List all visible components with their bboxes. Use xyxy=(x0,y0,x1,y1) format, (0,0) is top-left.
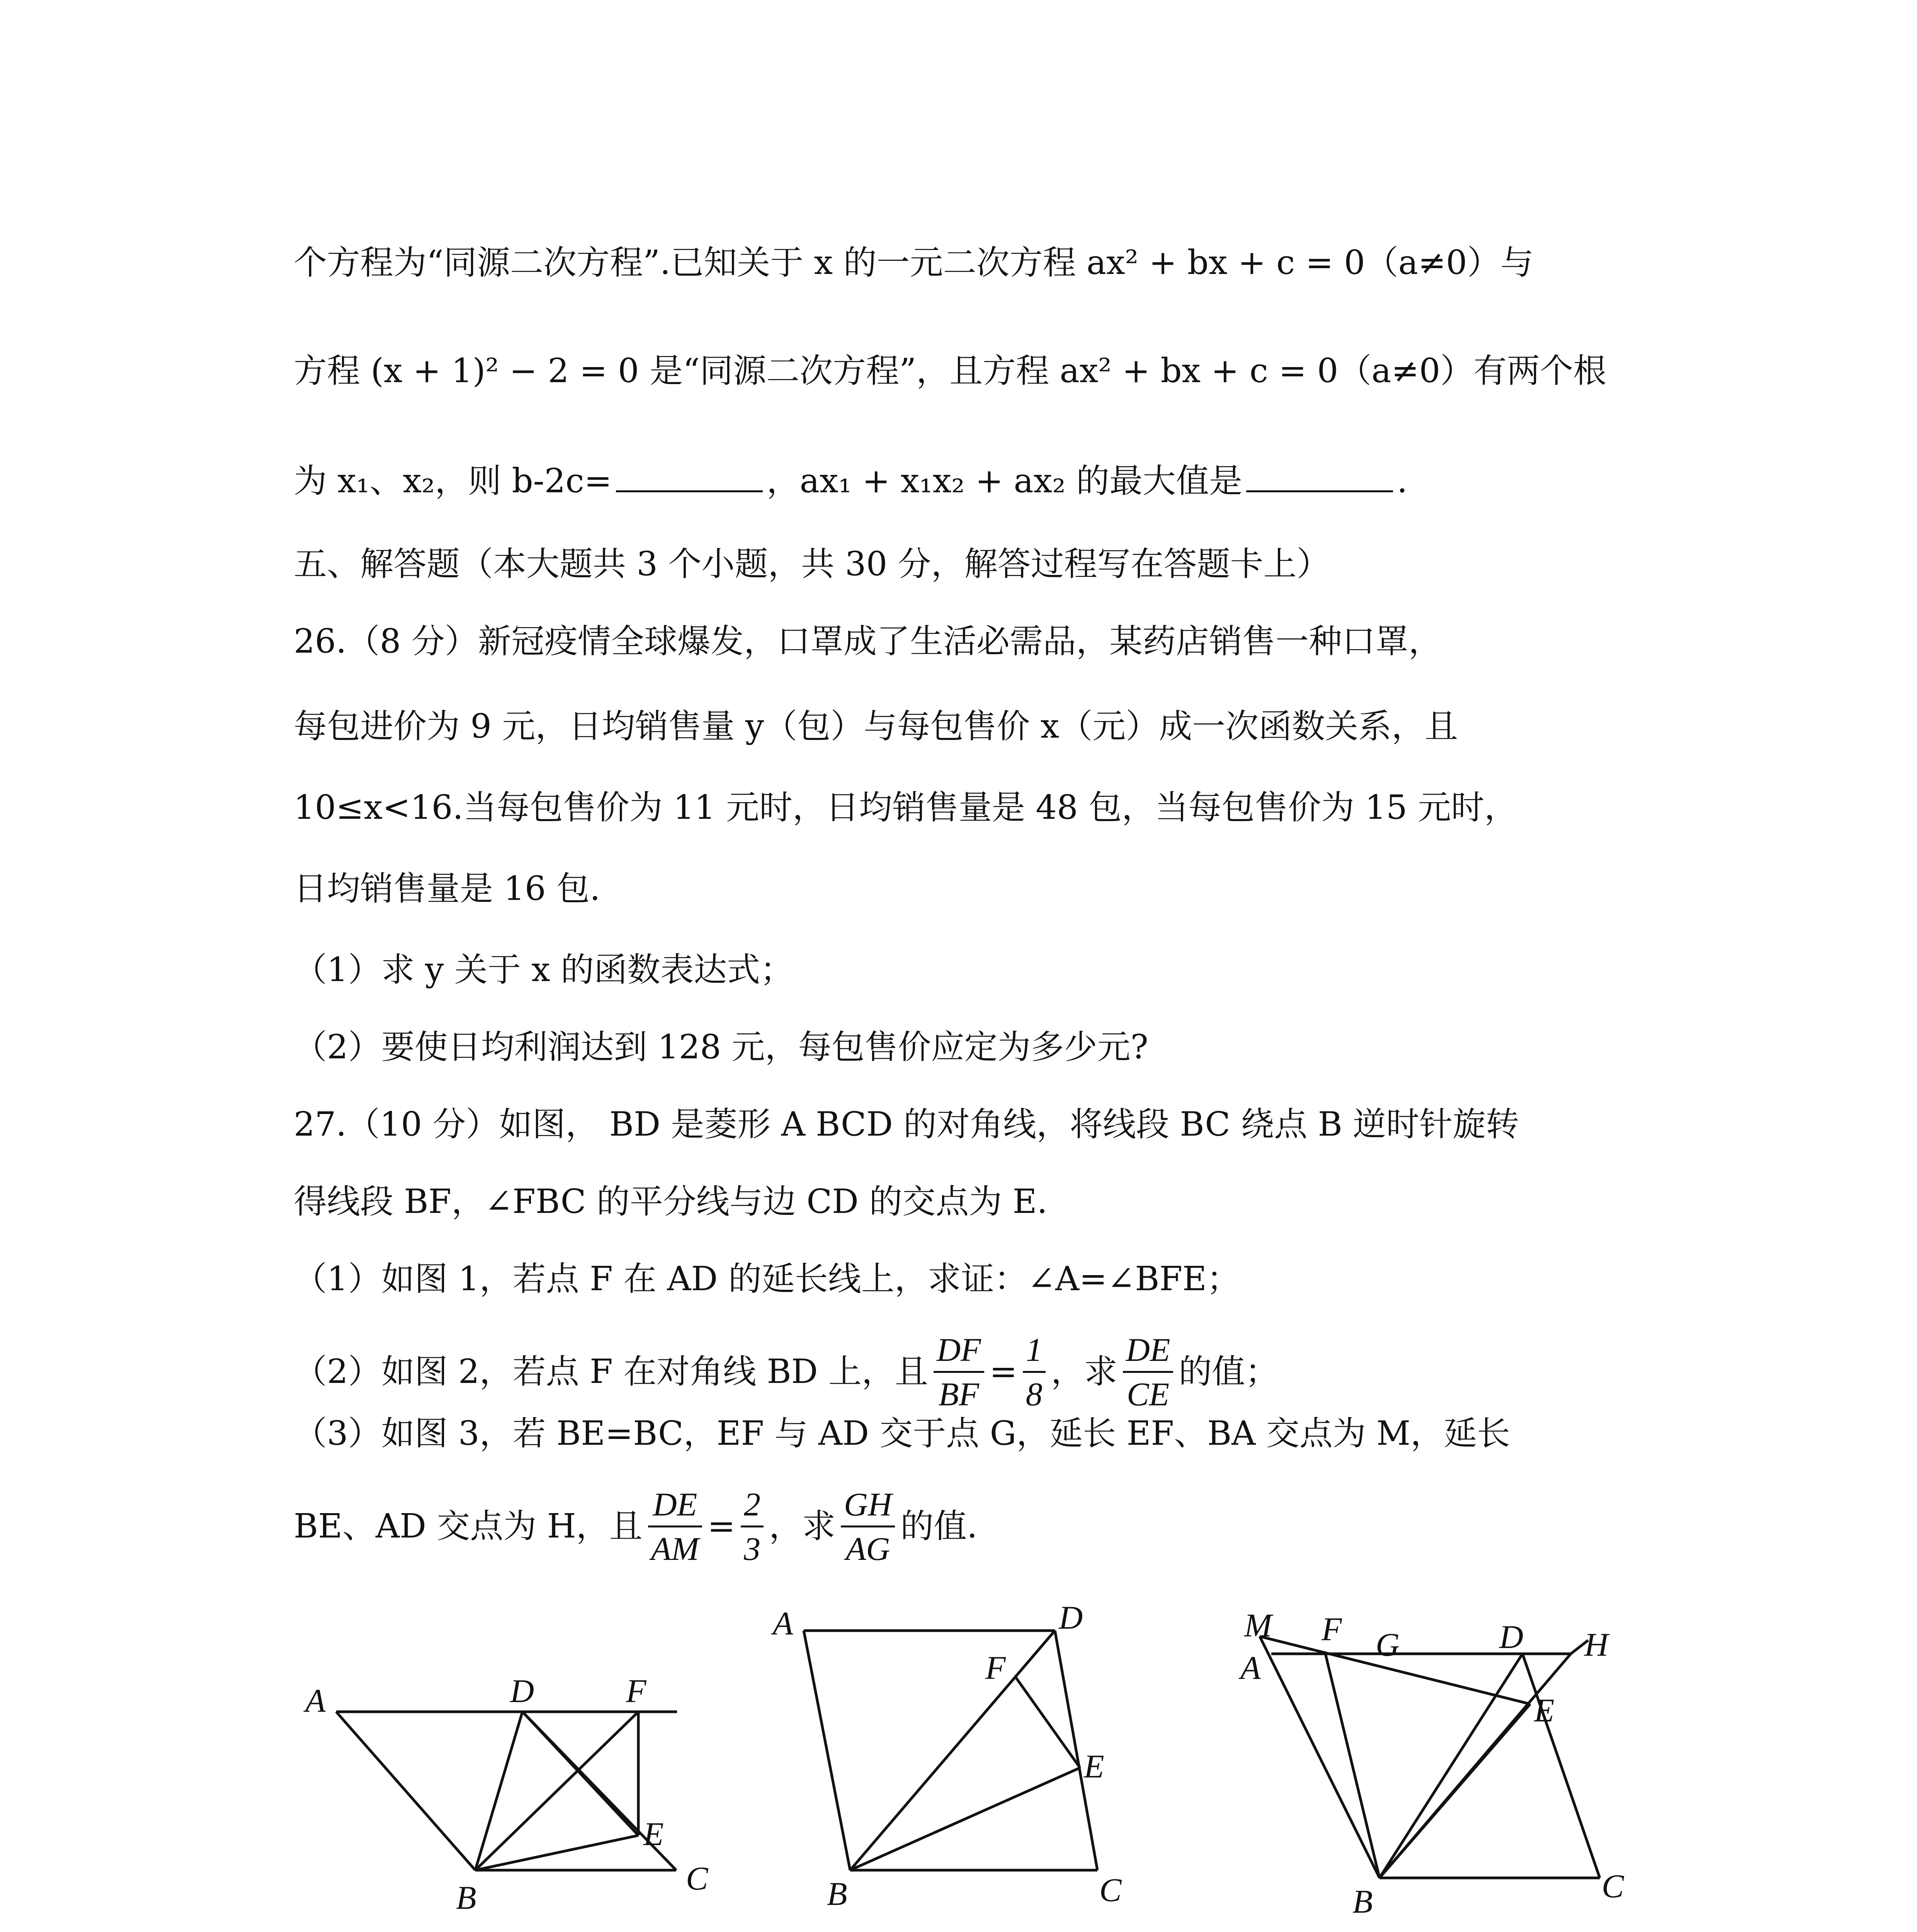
point-label-e: E xyxy=(1534,1692,1555,1729)
point-label-f: F xyxy=(1322,1611,1342,1648)
question-27-stem: 得线段 BF，∠FBC 的平分线与边 CD 的交点为 E. xyxy=(294,1182,1048,1221)
question-26-part-1: （1）求 y 关于 x 的函数表达式； xyxy=(294,951,794,989)
equals-sign: = xyxy=(989,1352,1017,1391)
fraction-two-thirds: $\frac{2}{3}$ xyxy=(741,1483,764,1570)
point-label-c: C xyxy=(1099,1871,1122,1908)
fraction-gh-ag: $\frac{GH}{AG}$ xyxy=(841,1483,895,1570)
question-26-stem: 日均销售量是 16 包. xyxy=(294,869,600,908)
fraction-df-bf: $\frac{DF}{BF}$ xyxy=(934,1328,984,1415)
point-label-a: A xyxy=(773,1605,793,1642)
text-segment: . xyxy=(1397,462,1408,500)
answer-blank[interactable] xyxy=(1246,459,1393,492)
question-26-stem: 26.（8 分）新冠疫情全球爆发，口罩成了生活必需品，某药店销售一种口罩， xyxy=(294,622,1442,661)
question-27-part-1: （1）如图 1，若点 F 在 AD 的延长线上，求证：∠A=∠BFE； xyxy=(294,1260,1240,1298)
figure-2-diagram xyxy=(757,1592,1182,1932)
answer-blank[interactable] xyxy=(616,459,763,492)
figure-3-diagram xyxy=(1229,1604,1654,1932)
point-label-b: B xyxy=(1352,1883,1373,1920)
point-label-b: B xyxy=(827,1875,847,1912)
point-label-d: D xyxy=(510,1672,534,1709)
text-segment: ，求 xyxy=(1051,1352,1118,1391)
text-line: 个方程为“同源二次方程”.已知关于 x 的一元二次方程 ax² + bx + c = 0（a≠0）与 xyxy=(294,243,1534,282)
point-label-b: B xyxy=(456,1879,476,1916)
point-label-a: A xyxy=(305,1682,326,1719)
question-26-stem: 10≤x<16.当每包售价为 11 元时，日均销售量是 48 包，当每包售价为 15 元时， xyxy=(294,788,1518,827)
fraction-de-am: $\frac{DE}{AM}$ xyxy=(648,1483,702,1570)
figure-1-diagram xyxy=(286,1654,750,1932)
fraction-one-eighth: $\frac{1}{8}$ xyxy=(1023,1328,1046,1415)
point-label-c: C xyxy=(686,1860,708,1897)
text-line: 方程 (x + 1)² − 2 = 0 是“同源二次方程”，且方程 ax² + bx + c = 0（a≠0）有两个根 xyxy=(294,352,1607,390)
point-label-d: D xyxy=(1059,1599,1083,1636)
fraction-de-ce: $\frac{DE}{CE}$ xyxy=(1123,1328,1174,1415)
point-label-c: C xyxy=(1602,1867,1624,1905)
text-segment: 的值； xyxy=(1179,1352,1279,1391)
question-27-stem: 27.（10 分）如图， BD 是菱形 A BCD 的对角线，将线段 BC 绕点 B 逆时针旋转 xyxy=(294,1105,1519,1144)
point-label-m: M xyxy=(1244,1607,1272,1644)
point-label-g: G xyxy=(1376,1626,1400,1663)
section-heading: 五、解答题（本大题共 3 个小题，共 30 分，解答过程写在答题卡上） xyxy=(294,545,1330,583)
point-label-h: H xyxy=(1584,1626,1609,1663)
point-label-a: A xyxy=(1240,1649,1261,1686)
point-label-e: E xyxy=(1084,1748,1104,1785)
text-segment: BE、AD 交点为 H，且 xyxy=(294,1507,643,1546)
figure-3 xyxy=(1229,1604,1654,1932)
point-label-f: F xyxy=(626,1672,646,1709)
text-segment: （2）如图 2，若点 F 在对角线 BD 上，且 xyxy=(294,1352,928,1391)
question-27-part-3: （3）如图 3，若 BE=BC，EF 与 AD 交于点 G，延长 EF、BA 交点为 M，延长 xyxy=(294,1414,1510,1453)
text-segment: 为 x₁、x₂，则 b-2c= xyxy=(294,462,612,500)
text-segment: ，求 xyxy=(769,1507,835,1546)
figure-1 xyxy=(286,1654,750,1932)
question-27-part-3 xyxy=(294,1464,1638,1588)
question-26-part-2: （2）要使日均利润达到 128 元，每包售价应定为多少元? xyxy=(294,1028,1148,1066)
question-26-stem: 每包进价为 9 元，日均销售量 y（包）与每包售价 x（元）成一次函数关系，且 xyxy=(294,707,1458,746)
text-segment: 的值. xyxy=(900,1507,978,1546)
text-segment: ，ax₁ + x₁x₂ + ax₂ 的最大值是 xyxy=(766,462,1242,500)
equals-sign: = xyxy=(707,1507,735,1546)
figure-2 xyxy=(757,1592,1182,1932)
text-line xyxy=(294,458,1638,504)
point-label-f: F xyxy=(985,1649,1006,1686)
point-label-d: D xyxy=(1499,1618,1524,1655)
point-label-e: E xyxy=(643,1815,664,1852)
